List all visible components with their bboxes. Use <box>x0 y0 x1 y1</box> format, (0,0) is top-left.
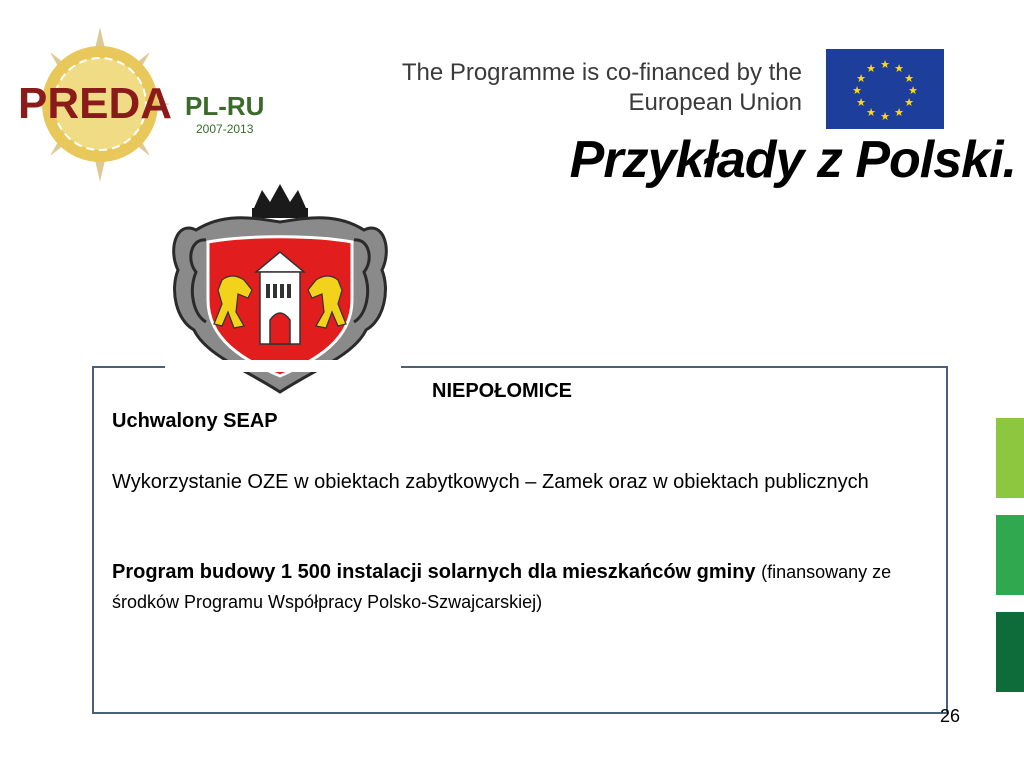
decorative-bar-dark-green <box>996 612 1024 692</box>
svg-text:★: ★ <box>894 106 904 119</box>
cofinanced-text <box>372 58 802 118</box>
svg-text:★: ★ <box>880 58 890 71</box>
svg-text:PL-RU: PL-RU <box>185 91 265 121</box>
svg-text:★: ★ <box>904 96 914 109</box>
cofinanced-line-2: European Union <box>628 89 802 116</box>
content-box-gap <box>165 360 401 372</box>
svg-text:★: ★ <box>852 84 862 97</box>
cofinanced-line-1: The Programme is co-financed by the <box>401 59 802 86</box>
town-name: NIEPOŁOMICE <box>432 380 573 402</box>
svg-text:★: ★ <box>866 62 876 75</box>
eu-flag-icon <box>826 49 944 129</box>
svg-text:★: ★ <box>866 106 876 119</box>
svg-text:2007-2013: 2007-2013 <box>196 122 254 136</box>
preda-logo <box>10 22 280 187</box>
preda-wordmark: PREDA <box>18 79 173 128</box>
paragraph-oze: Wykorzystanie OZE w obiektach zabytkowych – Zamek oraz w obiektach publicznych <box>112 471 869 493</box>
svg-text:★: ★ <box>894 62 904 75</box>
page-number: 26 <box>940 706 961 726</box>
decorative-bar-green <box>996 515 1024 595</box>
decorative-bar-light-green <box>996 418 1024 498</box>
seap-heading: Uchwalony SEAP <box>112 410 278 432</box>
solar-program-funding-note: (finansowany ze środków Programu Współpracy Polsko-Szwajcarskiej) <box>112 562 892 612</box>
svg-text:★: ★ <box>880 110 890 123</box>
svg-text:★: ★ <box>908 84 918 97</box>
paragraph-solar-program <box>112 557 932 617</box>
svg-text:★: ★ <box>856 72 866 85</box>
page-title: Przykłady z Polski. <box>569 131 1016 189</box>
svg-text:★: ★ <box>904 72 914 85</box>
solar-program-bold-text: Program budowy 1 500 instalacji solarnych dla mieszkańców gminy <box>112 561 756 583</box>
svg-text:★: ★ <box>856 96 866 109</box>
